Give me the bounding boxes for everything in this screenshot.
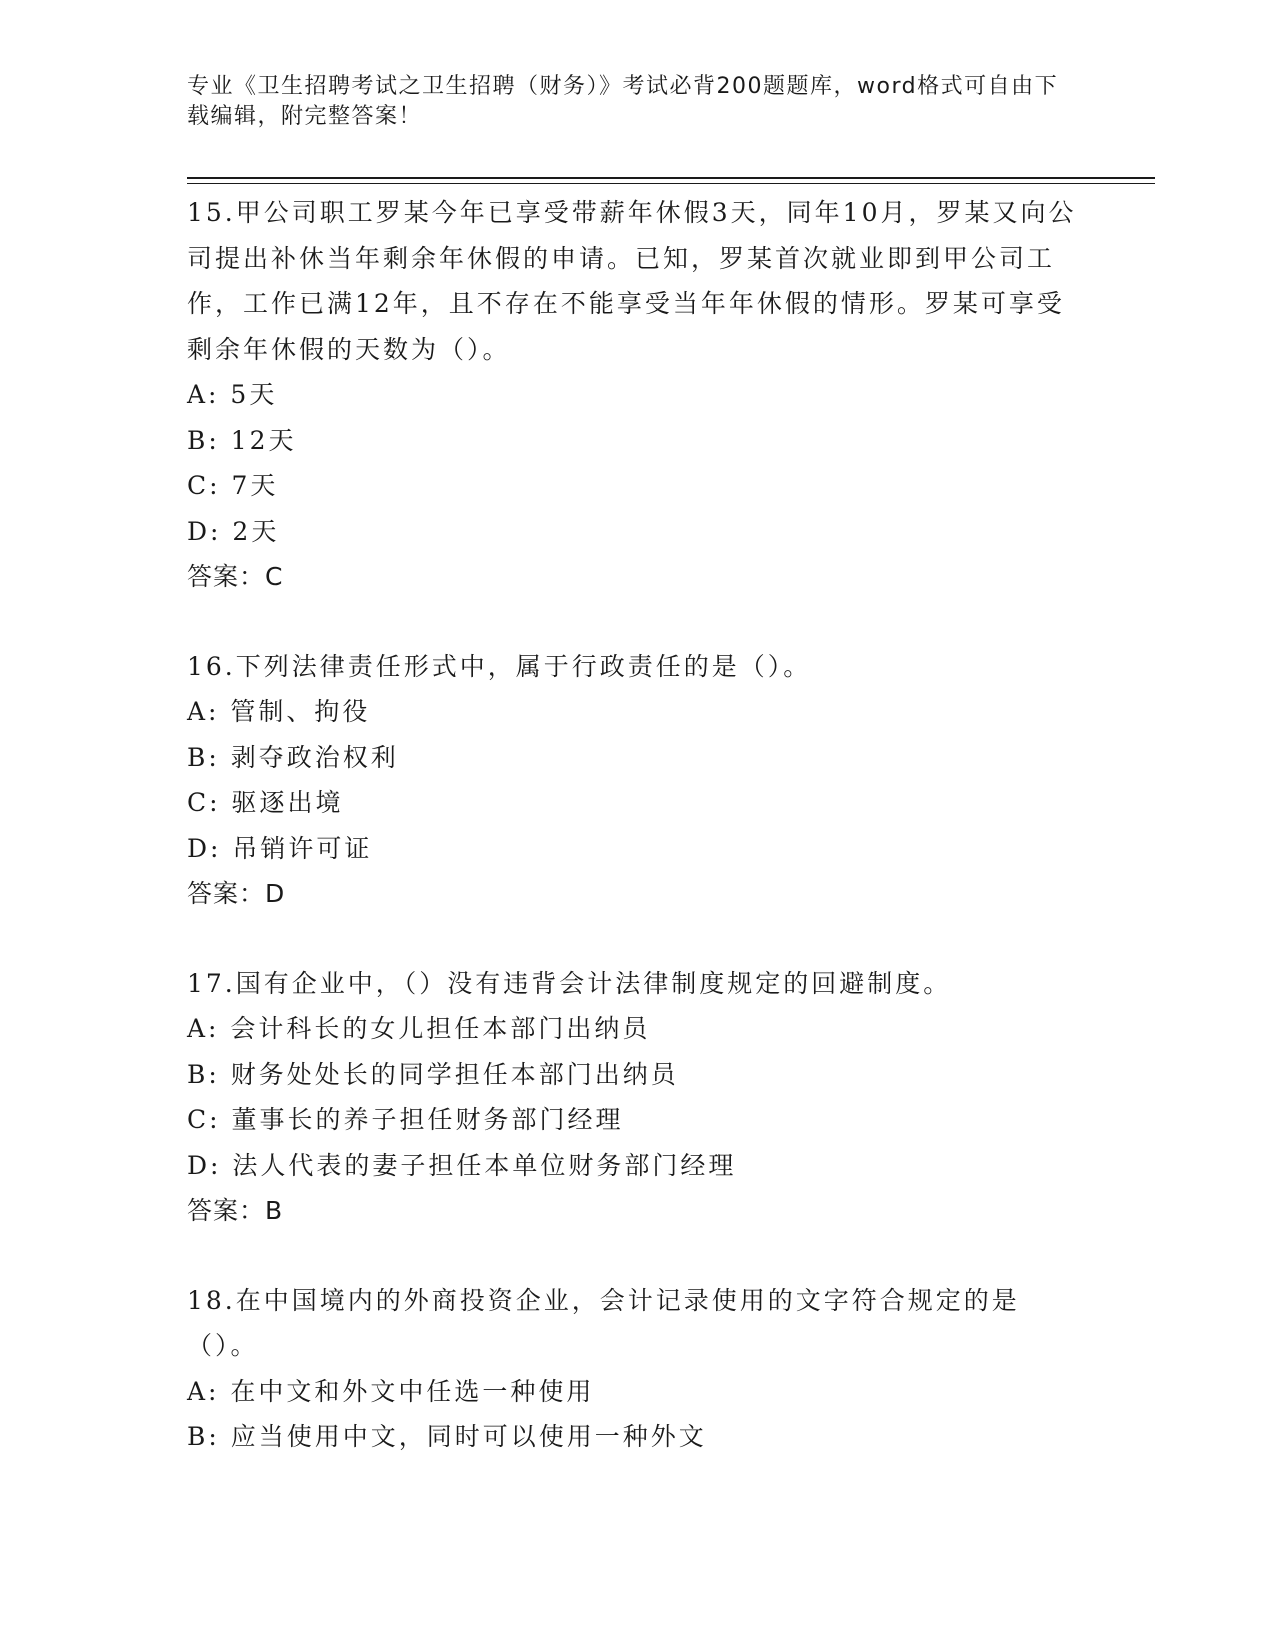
option-b: B: 应当使用中文，同时可以使用一种外文 — [187, 1422, 707, 1451]
option-c: C: 董事长的养子担任财务部门经理 — [187, 1105, 624, 1134]
header-divider-thick — [187, 177, 1155, 179]
document-intro: 专业《卫生招聘考试之卫生招聘（财务）》考试必背200题题库，word格式可自由下载编辑，附完整答案！ — [187, 74, 1059, 129]
option-a: A: 管制、拘役 — [187, 697, 371, 726]
answer-line: 答案：D — [187, 879, 286, 908]
option-b: B: 财务处处长的同学担任本部门出纳员 — [187, 1059, 679, 1089]
option-b: B: 剥夺政治权利 — [187, 742, 399, 772]
option-d: D: 法人代表的妻子担任本单位财务部门经理 — [187, 1150, 737, 1180]
question-stem: 15.甲公司职工罗某今年已享受带薪年休假3天，同年10月，罗某又向公司提出补休当年剩余年休假的申请。已知，罗某首次就业即到甲公司工作，工作已满12年，且不存在不能享受当年年休假的情形。罗某可享受剩余年休假的天数为（）。 — [187, 198, 1077, 364]
option-a: A: 5天 — [187, 380, 278, 409]
option-c: C: 7天 — [187, 471, 279, 500]
question-stem: 17.国有企业中，（）没有违背会计法律制度规定的回避制度。 — [187, 968, 952, 998]
question-18 — [187, 1278, 1077, 1460]
option-a: A: 会计科长的女儿担任本部门出纳员 — [187, 1014, 651, 1043]
option-b: B: 12天 — [187, 425, 297, 455]
question-list — [187, 190, 1077, 1504]
answer-line: 答案：C — [187, 562, 284, 591]
header-divider-thin — [187, 183, 1155, 184]
option-d: D: 2天 — [187, 516, 280, 546]
question-stem: 18.在中国境内的外商投资企业，会计记录使用的文字符合规定的是（）。 — [187, 1285, 1020, 1360]
question-17 — [187, 961, 1077, 1234]
question-15 — [187, 190, 1077, 600]
question-stem: 16.下列法律责任形式中，属于行政责任的是（）。 — [187, 651, 812, 681]
option-a: A: 在中文和外文中任选一种使用 — [187, 1376, 595, 1406]
option-c: C: 驱逐出境 — [187, 788, 344, 817]
answer-line: 答案：B — [187, 1196, 284, 1225]
question-16 — [187, 644, 1077, 917]
option-d: D: 吊销许可证 — [187, 833, 373, 863]
